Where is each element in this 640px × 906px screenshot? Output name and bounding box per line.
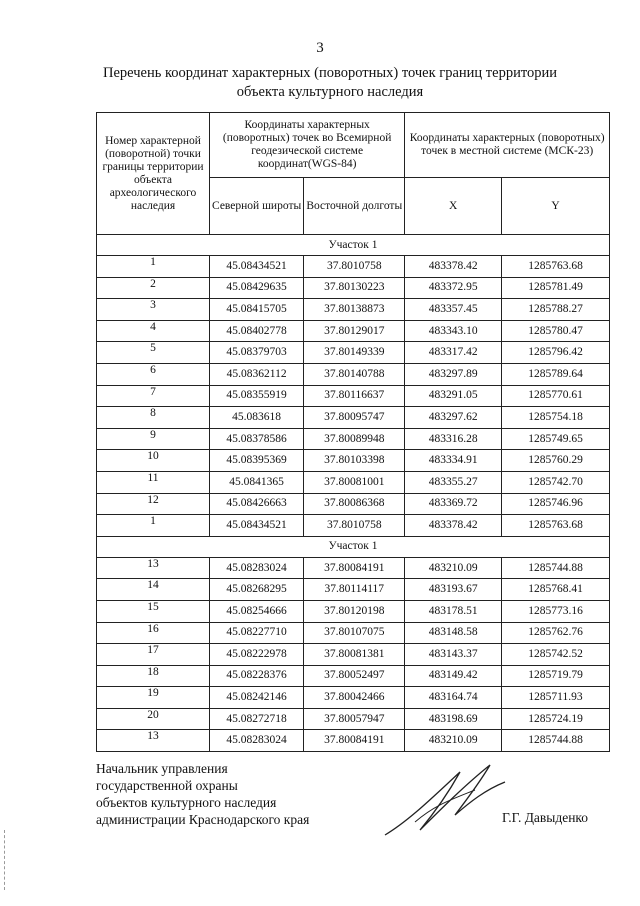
y-coordinate-cell: 1285768.41 [502,579,610,601]
longitude-cell: 37.80084191 [304,730,405,752]
signature-block [96,760,309,828]
longitude-cell: 37.80089948 [304,428,405,450]
y-coordinate-cell: 1285742.52 [502,644,610,666]
x-coordinate-cell: 483372.95 [405,277,502,299]
x-coordinate-cell: 483193.67 [405,579,502,601]
longitude-cell: 37.80052497 [304,665,405,687]
signer-name: Г.Г. Давыденко [502,810,589,825]
table-row [97,385,610,407]
x-coordinate-cell: 483316.28 [405,428,502,450]
x-coordinate-cell: 483198.69 [405,708,502,730]
document-title [40,64,620,102]
x-coordinate-cell: 483148.58 [405,622,502,644]
x-coordinate-cell: 483149.42 [405,665,502,687]
latitude-cell: 45.08283024 [210,730,304,752]
signer-position-line-4: администрации Краснодарского края [96,812,310,827]
table-row [97,299,610,321]
x-coordinate-cell: 483297.62 [405,407,502,429]
point-number-cell: 2 [97,277,210,299]
x-coordinate-cell: 483210.09 [405,557,502,579]
longitude-cell: 37.80086368 [304,493,405,515]
longitude-cell: 37.8010758 [304,256,405,278]
longitude-cell: 37.8010758 [304,515,405,537]
y-coordinate-cell: 1285788.27 [502,299,610,321]
x-coordinate-cell: 483178.51 [405,600,502,622]
margin-mark [4,830,6,890]
longitude-cell: 37.80149339 [304,342,405,364]
signer-position-line-2: государственной охраны [96,778,238,793]
latitude-cell: 45.08415705 [210,299,304,321]
point-number-cell: 9 [97,428,210,450]
x-coordinate-cell: 483357.45 [405,299,502,321]
y-coordinate-cell: 1285744.88 [502,730,610,752]
y-coordinate-cell: 1285711.93 [502,687,610,709]
y-coordinate-cell: 1285754.18 [502,407,610,429]
latitude-cell: 45.08434521 [210,256,304,278]
handwritten-signature [380,760,510,840]
point-number-cell: 13 [97,557,210,579]
longitude-cell: 37.80107075 [304,622,405,644]
table-row [97,600,610,622]
point-number-cell: 1 [97,256,210,278]
table-row [97,450,610,472]
latitude-cell: 45.08379703 [210,342,304,364]
point-number-cell: 20 [97,708,210,730]
header-point-number: Номер характерной (поворотной) точки границы территории объекта археологического наследия [97,113,210,235]
latitude-cell: 45.08254666 [210,600,304,622]
y-coordinate-cell: 1285770.61 [502,385,610,407]
x-coordinate-cell: 483343.10 [405,320,502,342]
x-coordinate-cell: 483378.42 [405,256,502,278]
table-row [97,277,610,299]
latitude-cell: 45.08402778 [210,320,304,342]
table-row [97,665,610,687]
signer-position-line-1: Начальник управления [96,761,228,776]
point-number-cell: 18 [97,665,210,687]
point-number-cell: 8 [97,407,210,429]
longitude-cell: 37.80138873 [304,299,405,321]
point-number-cell: 11 [97,471,210,493]
latitude-cell: 45.08222978 [210,644,304,666]
x-coordinate-cell: 483355.27 [405,471,502,493]
longitude-cell: 37.80081381 [304,644,405,666]
y-coordinate-cell: 1285749.65 [502,428,610,450]
table-row [97,557,610,579]
point-number-cell: 10 [97,450,210,472]
y-coordinate-cell: 1285763.68 [502,256,610,278]
table-row [97,342,610,364]
latitude-cell: 45.08227710 [210,622,304,644]
x-coordinate-cell: 483143.37 [405,644,502,666]
x-coordinate-cell: 483291.05 [405,385,502,407]
title-line-2: объекта культурного наследия [236,84,424,100]
y-coordinate-cell: 1285773.16 [502,600,610,622]
x-coordinate-cell: 483334.91 [405,450,502,472]
section-title: Участок 1 [97,235,610,256]
y-coordinate-cell: 1285742.70 [502,471,610,493]
latitude-cell: 45.08429635 [210,277,304,299]
table-row [97,256,610,278]
x-coordinate-cell: 483210.09 [405,730,502,752]
x-coordinate-cell: 483369.72 [405,493,502,515]
latitude-cell: 45.08242146 [210,687,304,709]
title-line-1: Перечень координат характерных (поворотных) точек границ территории [102,65,558,81]
table-row [97,579,610,601]
longitude-cell: 37.80116637 [304,385,405,407]
x-coordinate-cell: 483378.42 [405,515,502,537]
y-coordinate-cell: 1285763.68 [502,515,610,537]
latitude-cell: 45.08395369 [210,450,304,472]
point-number-cell: 16 [97,622,210,644]
point-number-cell: 3 [97,299,210,321]
header-east-longitude: Восточной долготы [304,178,405,235]
table-row [97,708,610,730]
section-title: Участок 1 [97,536,610,557]
longitude-cell: 37.80114117 [304,579,405,601]
longitude-cell: 37.80120198 [304,600,405,622]
y-coordinate-cell: 1285781.49 [502,277,610,299]
header-north-latitude: Северной широты [210,178,304,235]
latitude-cell: 45.08426663 [210,493,304,515]
longitude-cell: 37.80057947 [304,708,405,730]
y-coordinate-cell: 1285760.29 [502,450,610,472]
x-coordinate-cell: 483297.89 [405,363,502,385]
y-coordinate-cell: 1285724.19 [502,708,610,730]
point-number-cell: 7 [97,385,210,407]
point-number-cell: 4 [97,320,210,342]
longitude-cell: 37.80140788 [304,363,405,385]
latitude-cell: 45.08228376 [210,665,304,687]
latitude-cell: 45.08272718 [210,708,304,730]
y-coordinate-cell: 1285796.42 [502,342,610,364]
y-coordinate-cell: 1285789.64 [502,363,610,385]
latitude-cell: 45.08355919 [210,385,304,407]
point-number-cell: 17 [97,644,210,666]
point-number-cell: 6 [97,363,210,385]
latitude-cell: 45.08268295 [210,579,304,601]
point-number-cell: 1 [97,515,210,537]
table-row [97,407,610,429]
table-row [97,730,610,752]
header-x: X [405,178,502,235]
table-row [97,493,610,515]
point-number-cell: 5 [97,342,210,364]
table-row [97,363,610,385]
point-number-cell: 12 [97,493,210,515]
latitude-cell: 45.08378586 [210,428,304,450]
y-coordinate-cell: 1285780.47 [502,320,610,342]
table-row [97,471,610,493]
y-coordinate-cell: 1285719.79 [502,665,610,687]
point-number-cell: 13 [97,730,210,752]
point-number-cell: 15 [97,600,210,622]
point-number-cell: 19 [97,687,210,709]
signer-position-line-3: объектов культурного наследия [96,795,277,810]
table-row [97,644,610,666]
longitude-cell: 37.80103398 [304,450,405,472]
table-row [97,687,610,709]
table-row [97,428,610,450]
longitude-cell: 37.80084191 [304,557,405,579]
longitude-cell: 37.80130223 [304,277,405,299]
point-number-cell: 14 [97,579,210,601]
table-row [97,515,610,537]
latitude-cell: 45.08434521 [210,515,304,537]
x-coordinate-cell: 483164.74 [405,687,502,709]
longitude-cell: 37.80042466 [304,687,405,709]
table-row [97,622,610,644]
longitude-cell: 37.80081001 [304,471,405,493]
longitude-cell: 37.80095747 [304,407,405,429]
latitude-cell: 45.0841365 [210,471,304,493]
y-coordinate-cell: 1285746.96 [502,493,610,515]
y-coordinate-cell: 1285744.88 [502,557,610,579]
latitude-cell: 45.08283024 [210,557,304,579]
page-number: 3 [316,40,324,56]
coordinates-table [96,112,610,752]
header-msk23: Координаты характерных (поворотных) точек в местной системе (МСК-23) [405,113,610,178]
latitude-cell: 45.083618 [210,407,304,429]
header-wgs84: Координаты характерных (поворотных) точек во Всемирной геодезической системе координат(WGS-84) [210,113,405,178]
longitude-cell: 37.80129017 [304,320,405,342]
latitude-cell: 45.08362112 [210,363,304,385]
header-y: Y [502,178,610,235]
y-coordinate-cell: 1285762.76 [502,622,610,644]
x-coordinate-cell: 483317.42 [405,342,502,364]
table-row [97,320,610,342]
